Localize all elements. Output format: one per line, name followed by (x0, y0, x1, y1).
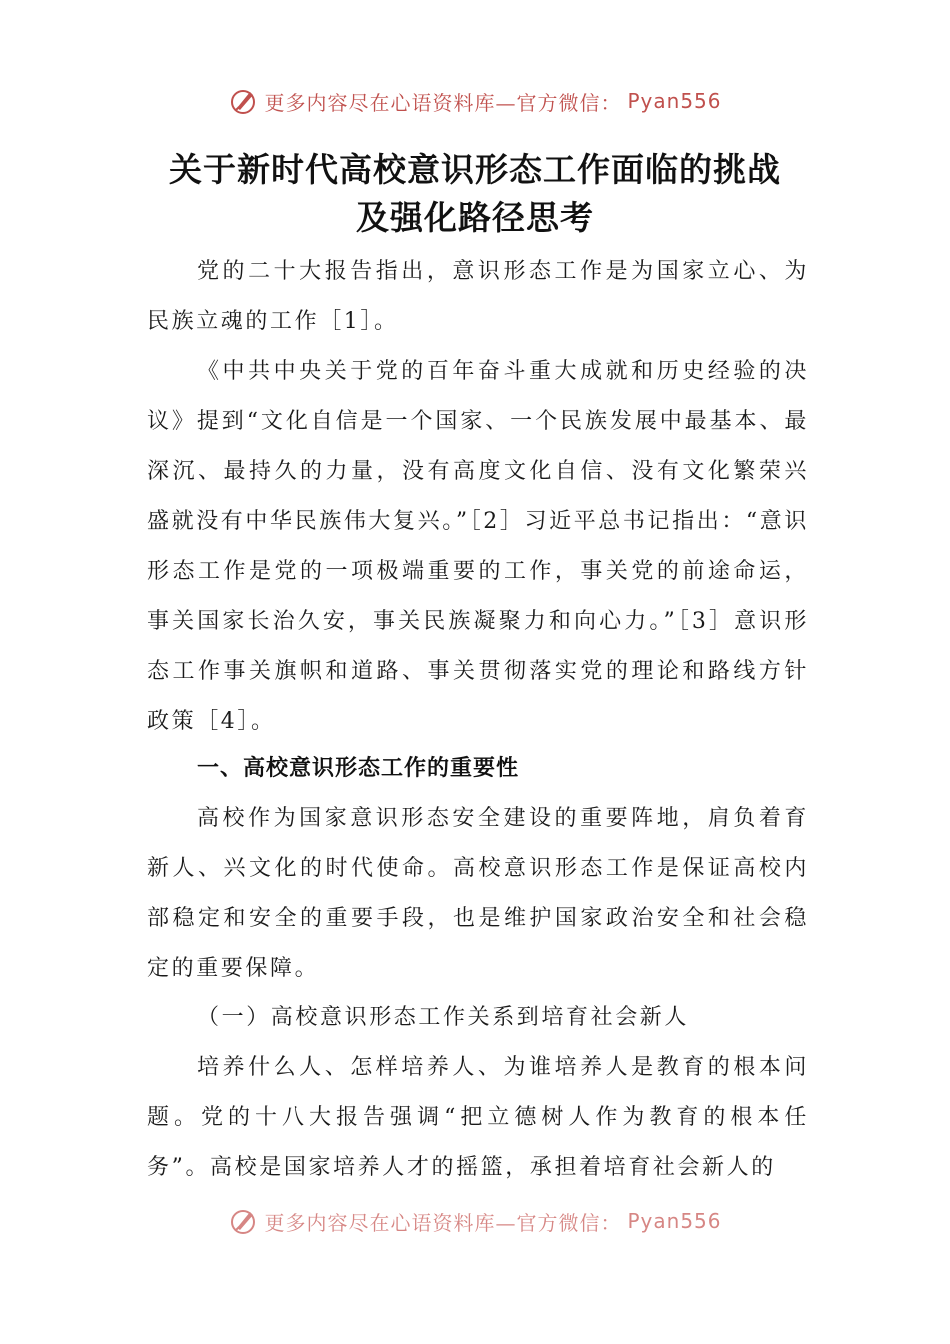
document-title-line-1: 关于新时代高校意识形态工作面临的挑战 (169, 150, 781, 189)
watermark-header (0, 86, 950, 116)
pen-logo-icon (228, 1206, 258, 1236)
paragraph-1: 党的二十大报告指出，意识形态工作是为国家立心、为民族立魂的工作［1］。 (147, 259, 809, 334)
subsection-heading-1: （一）高校意识形态工作关系到培育社会新人 (197, 1005, 690, 1030)
watermark-code: Pyan556 (627, 1209, 722, 1233)
paragraph-2: 《中共中央关于党的百年奋斗重大成就和历史经验的决议》提到“文化自信是一个国家、一个民族发展中最基本、最深沉、最持久的力量，没有高度文化自信、没有文化繁荣兴盛就没有中华民族伟大复兴。”［2］习近平总书记指出：“意识形态工作是党的一项极端重要的工作，事关党的前途命运，事关国家长治久安，事关民族凝聚力和向心力。”［3］意识形态工作事关旗帜和道路、事关贯彻落实党的理论和路线方针政策［4］。 (147, 359, 809, 734)
section-heading-1: 一、高校意识形态工作的重要性 (197, 756, 520, 781)
pen-logo-icon (228, 86, 258, 116)
paragraph-3: 高校作为国家意识形态安全建设的重要阵地，肩负着育新人、兴文化的时代使命。高校意识形态工作是保证高校内部稳定和安全的重要手段，也是维护国家政治安全和社会稳定的重要保障。 (147, 806, 809, 981)
watermark-footer (0, 1206, 950, 1236)
document-title-line-2: 及强化路径思考 (356, 198, 594, 237)
paragraph-4: 培养什么人、怎样培养人、为谁培养人是教育的根本问题。党的十八大报告强调“把立德树人作为教育的根本任务”。高校是国家培养人才的摇篮，承担着培育社会新人的 (147, 1055, 809, 1180)
watermark-code: Pyan556 (627, 89, 722, 113)
watermark-text: 更多内容尽在心语资料库—官方微信： (264, 90, 622, 115)
watermark-text: 更多内容尽在心语资料库—官方微信： (264, 1210, 622, 1235)
